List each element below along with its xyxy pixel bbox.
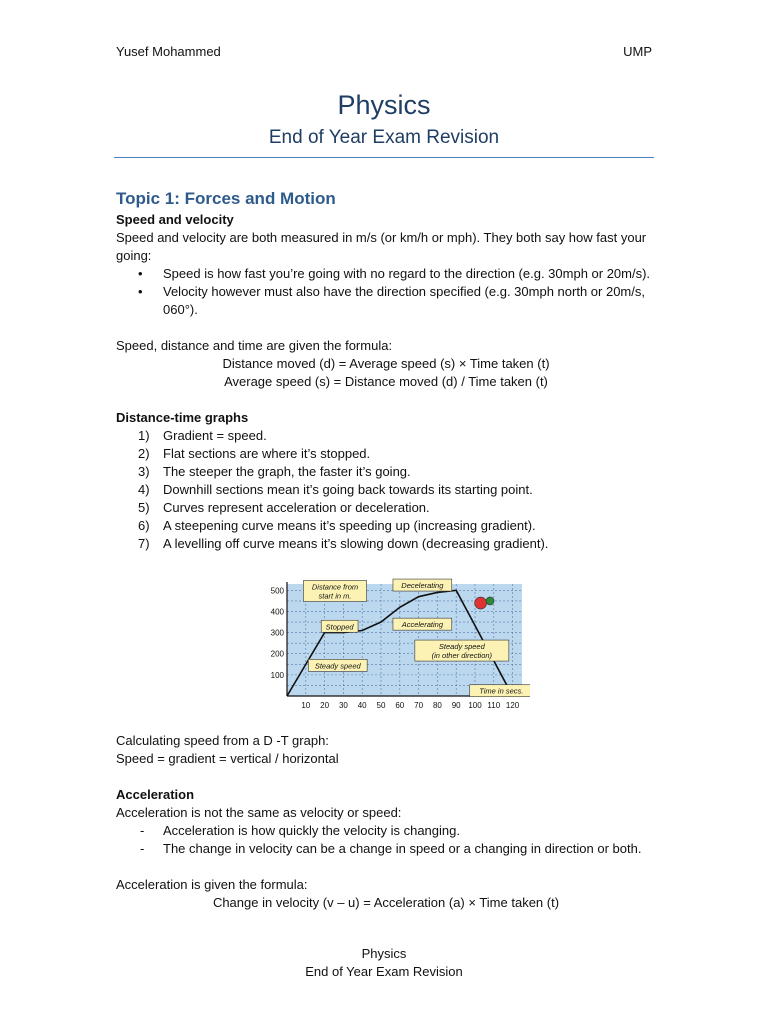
x-axis-title: Time in secs. (479, 686, 524, 696)
y-tick-label: 500 (270, 586, 284, 596)
speed-intro: Speed and velocity are both measured in m/s (or km/h or mph). They both say how fast your going: (116, 230, 647, 263)
accel-formula-intro: Acceleration is given the formula: (116, 877, 308, 892)
dash-item: - The change in velocity can be a change in speed or a changing in direction or both. (116, 840, 656, 858)
annotation-steady-return: Steady speed (438, 642, 485, 652)
calc-section (116, 732, 656, 912)
annotation-decelerating: Decelerating (401, 581, 444, 591)
accel-heading: Acceleration (116, 787, 195, 802)
figure-icon (475, 597, 487, 609)
y-axis-title: Distance from (311, 582, 359, 592)
formula-intro: Speed, distance and time are given the formula: (116, 338, 393, 353)
list-item: 4) Downhill sections mean it’s going back towards its starting point. (138, 482, 533, 497)
figure-icon-part (486, 597, 494, 605)
speed-section (116, 211, 656, 553)
list-item: 3) The steeper the graph, the faster it’s going. (138, 464, 411, 479)
accel-formula: Change in velocity (v – u) = Acceleration (a) × Time taken (t) (212, 895, 560, 910)
x-tick-label: 120 (505, 701, 520, 710)
accel-intro: Acceleration is not the same as velocity or speed: (116, 805, 402, 820)
calc-line-1: Calculating speed from a D -T graph: (116, 733, 329, 748)
x-tick-label: 50 (376, 701, 386, 710)
topic-heading: Topic 1: Forces and Motion (116, 189, 336, 208)
footer-subtitle: End of Year Exam Revision (305, 964, 463, 979)
header-author: Yusef Mohammed (116, 44, 221, 59)
x-tick-label: 60 (395, 701, 405, 710)
list-item: 2) Flat sections are where it’s stopped. (138, 446, 371, 461)
list-item: 5) Curves represent acceleration or deceleration. (138, 500, 430, 515)
formula-speed: Average speed (s) = Distance moved (d) / Time taken (t) (224, 374, 548, 389)
x-tick-label: 70 (414, 701, 424, 710)
distance-time-graph (260, 578, 530, 713)
header-org: UMP (623, 44, 652, 59)
y-tick-label: 100 (270, 670, 284, 680)
y-tick-label: 400 (270, 607, 284, 617)
x-tick-label: 10 (301, 701, 311, 710)
y-axis-title: start in m. (318, 591, 352, 601)
bullet-item: • Velocity however must also have the direction specified (e.g. 30mph north or 20m/s, 060°). (116, 283, 656, 319)
formula-distance: Distance moved (d) = Average speed (s) × Time taken (t) (222, 356, 550, 371)
x-tick-label: 80 (432, 701, 442, 710)
x-tick-label: 20 (320, 701, 330, 710)
x-tick-label: 30 (338, 701, 348, 710)
annotation-steady-speed: Steady speed (314, 661, 361, 671)
annotation-accelerating: Accelerating (401, 620, 444, 630)
x-tick-label: 100 (468, 701, 482, 710)
x-tick-label: 40 (357, 701, 367, 710)
footer-title: Physics (361, 946, 407, 961)
dt-heading: Distance-time graphs (116, 410, 249, 425)
speed-heading: Speed and velocity (116, 212, 234, 227)
bullet-item: • Speed is how fast you’re going with no regard to the direction (e.g. 30mph or 20m/s). (116, 265, 656, 283)
list-item: 7) A levelling off curve means it’s slowing down (decreasing gradient). (138, 536, 549, 551)
page-title: Physics (337, 90, 431, 120)
graph-svg (260, 578, 530, 713)
page-subtitle: End of Year Exam Revision (268, 127, 500, 148)
dt-list (116, 427, 656, 553)
list-item: 6) A steepening curve means it’s speeding up (increasing gradient). (138, 518, 536, 533)
y-tick-label: 300 (270, 628, 284, 638)
dash-item: - Acceleration is how quickly the velocity is changing. (116, 822, 656, 840)
accel-dashes (116, 822, 656, 858)
calc-line-2: Speed = gradient = vertical / horizontal (116, 751, 339, 766)
list-item: 1) Gradient = speed. (138, 428, 267, 443)
annotation-stopped: Stopped (325, 622, 354, 632)
x-tick-label: 110 (487, 701, 501, 710)
title-divider (114, 157, 654, 158)
x-tick-label: 90 (451, 701, 461, 710)
annotation-steady-return: (in other direction) (431, 651, 493, 661)
y-tick-label: 200 (270, 649, 284, 659)
speed-bullets (116, 265, 656, 319)
